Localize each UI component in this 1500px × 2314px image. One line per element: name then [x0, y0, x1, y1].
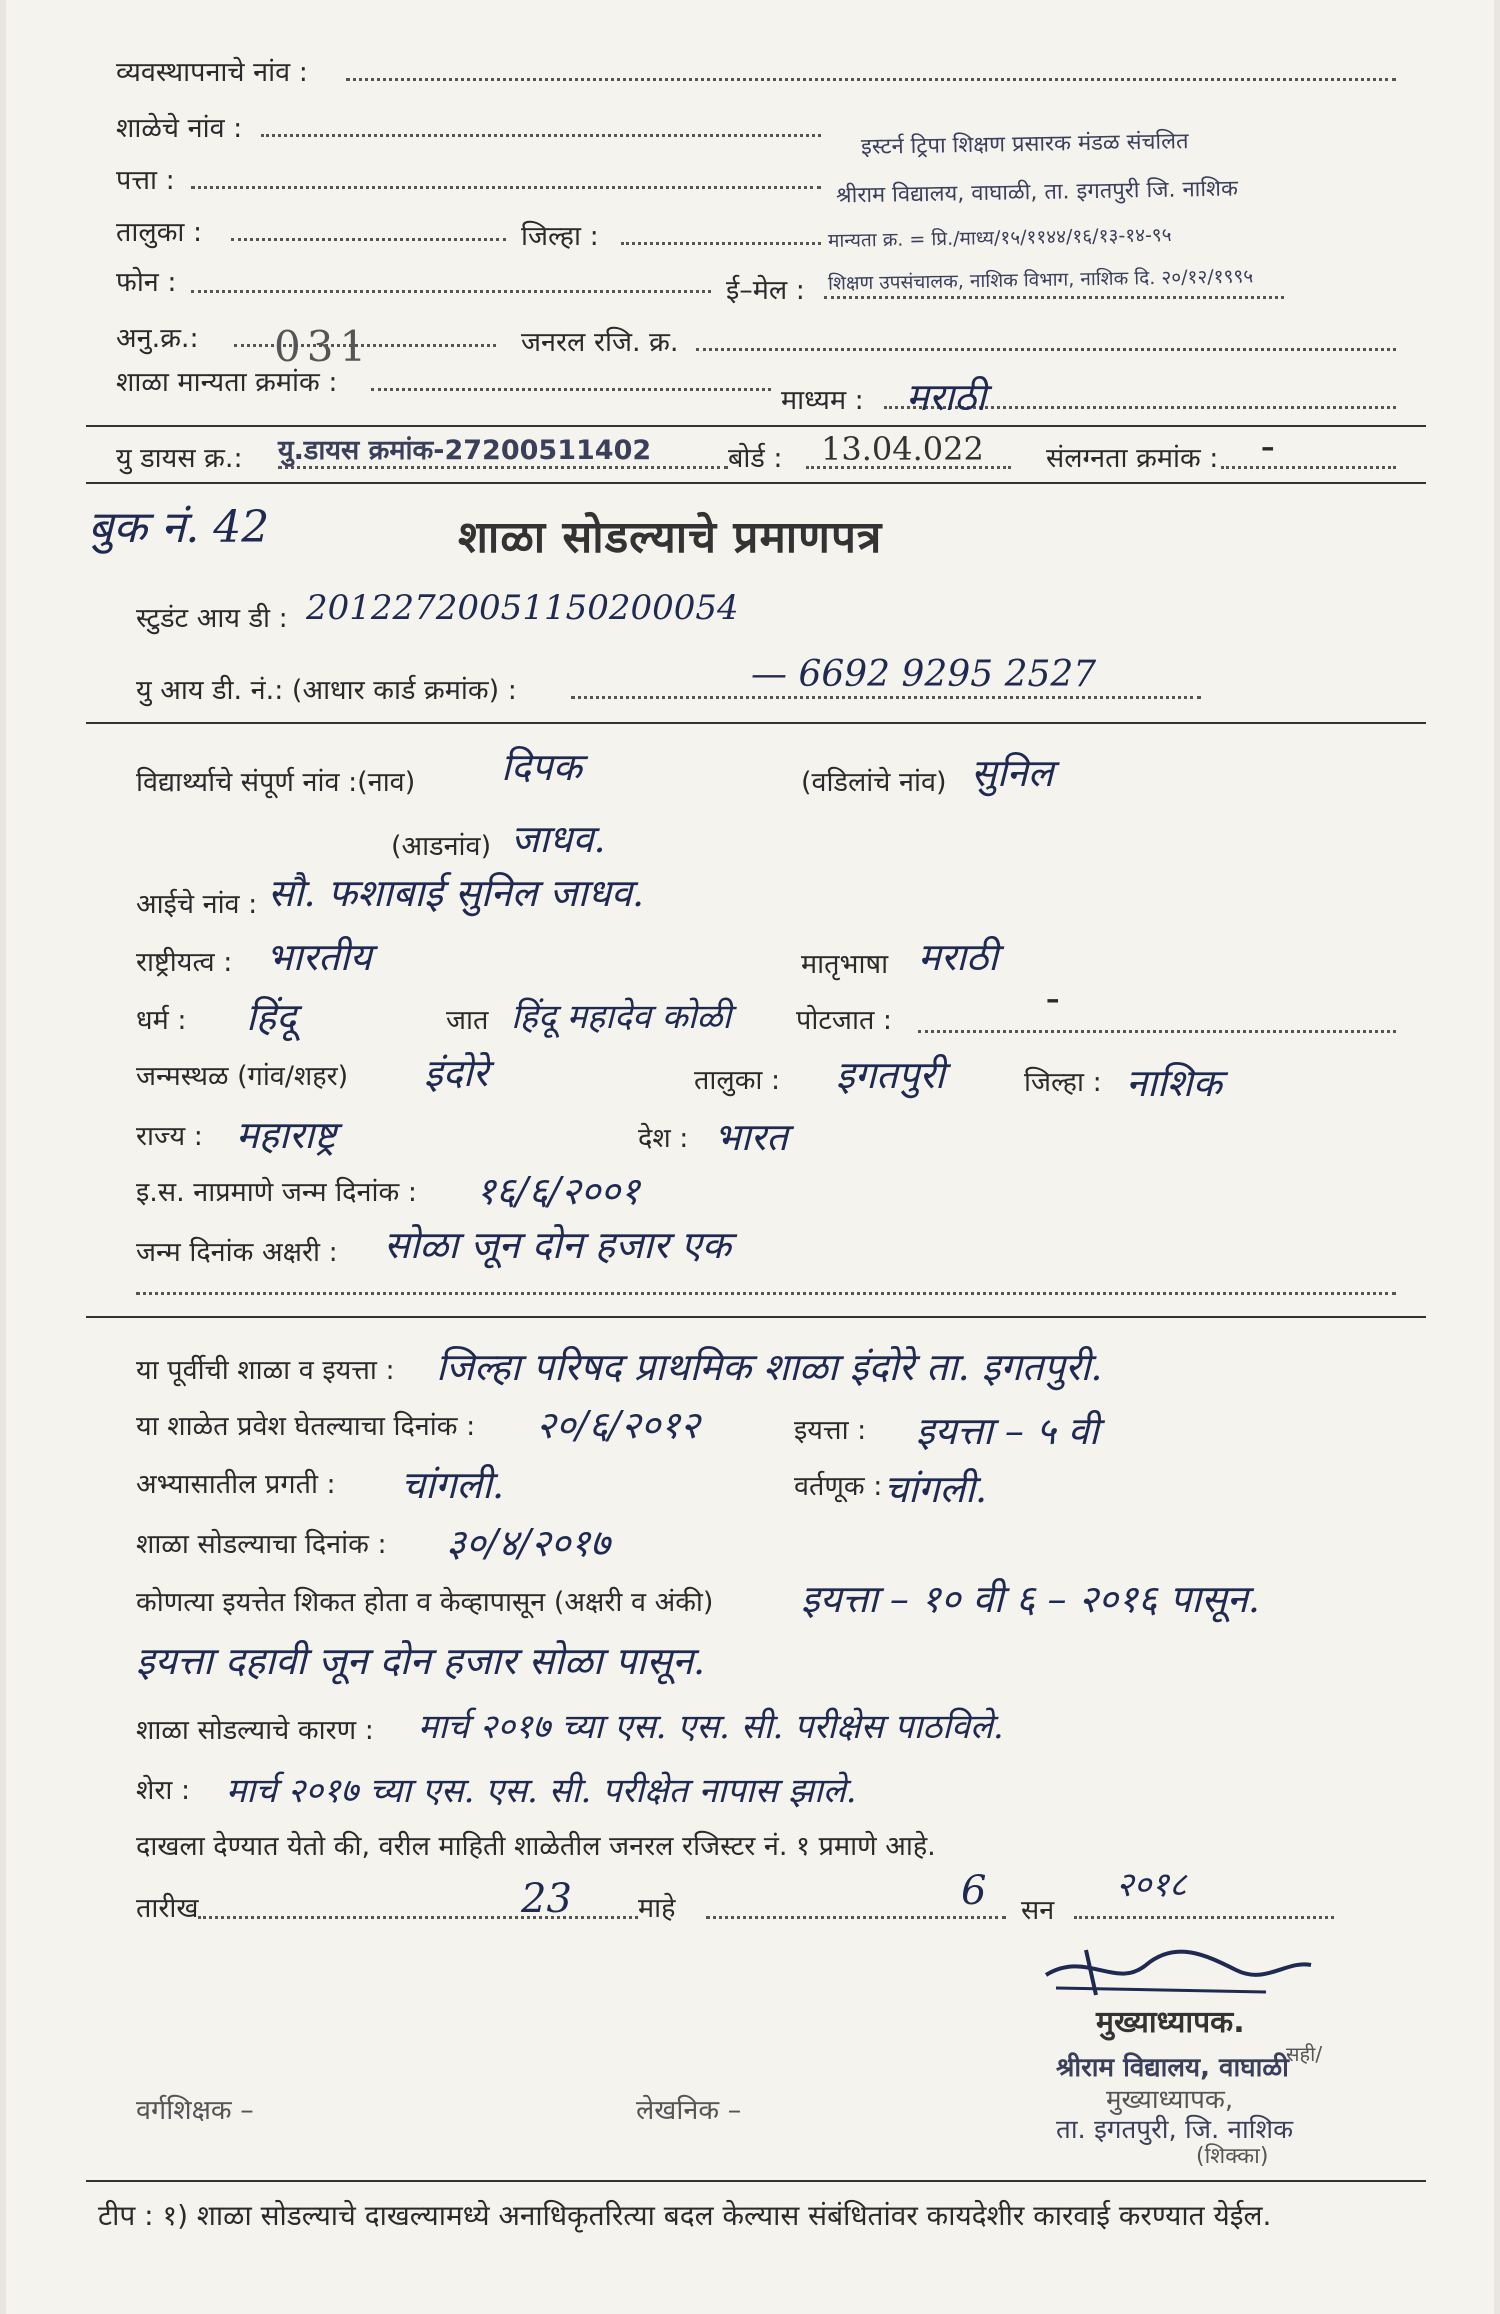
dob-words-line-2 [136, 1292, 1396, 1295]
affiliation-label: संलग्नता क्रमांक : [1046, 443, 1219, 474]
month-line [706, 1916, 1006, 1919]
email-line [824, 296, 1284, 299]
uid-line [571, 696, 1201, 699]
religion-label: धर्म : [136, 1005, 187, 1036]
clerk-label: लेखनिक – [636, 2095, 742, 2126]
previous-school-value: जिल्हा परिषद प्राथमिक शाळा इंदोरे ता. इगतपुरी. [436, 1345, 1103, 1389]
taluka-label: तालुका : [116, 217, 203, 248]
school-line [261, 134, 821, 137]
class-teacher-label: वर्गशिक्षक – [136, 2095, 254, 2126]
school-label: शाळेचे नांव : [116, 113, 243, 144]
sahi-label: सही/ [1286, 2042, 1323, 2066]
name-value: दिपक [501, 745, 582, 789]
previous-school-label: या पूर्वीची शाळा व इयत्ता : [136, 1355, 395, 1386]
student-divider [86, 1316, 1426, 1318]
caste-label: जात [446, 1005, 489, 1036]
dob-words-label: जन्म दिनांक अक्षरी : [136, 1237, 338, 1268]
general-reg-label: जनरल रजि. क्र. [521, 327, 679, 358]
affiliation-line [1221, 466, 1396, 469]
seal-line-1: श्रीराम विद्यालय, वाघाळी [1056, 2053, 1289, 2083]
phone-line [191, 290, 711, 293]
father-label: (वडिलांचे नांव) [801, 767, 947, 798]
stamp-line-1: इस्टर्न ट्रिपा शिक्षण प्रसारक मंडळ संचलित [860, 129, 1189, 160]
footer-note: टीप : १) शाळा सोडल्याचे दाखल्यामध्ये अनाधिकृतरित्या बदल केल्यास संबंधितांवर कायदेशीर कारवाई करण्यात येईल. [98, 2199, 1272, 2232]
footer-divider [86, 2180, 1426, 2182]
id-divider [86, 722, 1426, 724]
seal-line-2: मुख्याध्यापक, [1106, 2085, 1234, 2115]
certificate-sheet [6, 0, 1494, 2314]
district-label-2: जिल्हा : [1024, 1067, 1102, 1098]
month-value: 6 [961, 1868, 987, 1914]
management-line [346, 78, 1396, 81]
reason-value: मार्च २०१७ च्या एस. एस. सी. परीक्षेस पाठविले. [418, 1707, 1004, 1747]
book-number: बुक नं. 42 [88, 502, 270, 553]
surname-label: (आडनांव) [391, 831, 492, 862]
medium-value: मराठी [906, 375, 987, 419]
leaving-date-label: शाळा सोडल्याचा दिनांक : [136, 1529, 387, 1560]
taluka-line [231, 238, 506, 241]
affiliation-value: – [1261, 432, 1275, 463]
phone-label: फोन : [116, 267, 177, 298]
surname-value: जाधव. [511, 817, 606, 861]
year-label: सन [1021, 1895, 1055, 1926]
birthplace-label: जन्मस्थळ (गांव/शहर) [136, 1061, 349, 1092]
progress-label: अभ्यासातील प्रगती : [136, 1469, 336, 1500]
district-label: जिल्हा : [521, 221, 599, 252]
serial-value: 031 [274, 322, 373, 371]
religion-value: हिंदू [246, 995, 297, 1039]
udise-label: यु डायस क्र.: [116, 443, 243, 474]
seal-line-3: ता. इगतपुरी, जि. नाशिक [1056, 2115, 1294, 2145]
district-value: नाशिक [1126, 1061, 1222, 1105]
studying-value: इयत्ता – १० वी ६ – २०१६ पासून. [801, 1577, 1260, 1621]
country-label: देश : [638, 1123, 689, 1154]
dob-value: १६/६/२००१ [476, 1169, 640, 1213]
admission-label: या शाळेत प्रवेश घेतल्याचा दिनांक : [136, 1411, 476, 1442]
declaration-text: दाखला देण्यात येतो की, वरील माहिती शाळेतील जनरल रजिस्टर नं. १ प्रमाणे आहे. [136, 1831, 936, 1862]
mother-tongue-label: मातृभाषा [801, 949, 889, 980]
date-line [198, 1916, 638, 1919]
address-line [191, 186, 821, 189]
board-value: 13.04.022 [821, 430, 984, 468]
birthplace-value: इंदोरे [424, 1051, 489, 1095]
uid-label: यु आय डी. नं.: (आधार कार्ड क्रमांक) : [136, 675, 517, 706]
udise-divider [86, 482, 1426, 484]
month-label: माहे [638, 1893, 676, 1924]
remark-value: मार्च २०१७ च्या एस. एस. सी. परीक्षेत नापास झाले. [226, 1771, 857, 1811]
father-value: सुनिल [971, 751, 1054, 795]
serial-label: अनु.क्र.: [116, 323, 199, 354]
std-value: इयत्ता – ५ वी [916, 1409, 1099, 1453]
general-reg-line [696, 348, 1396, 351]
seal-line-4: (शिक्का) [1196, 2144, 1269, 2169]
date-value: 23 [521, 1876, 572, 1922]
dob-label: इ.स. नाप्रमाणे जन्म दिनांक : [136, 1177, 417, 1208]
date-label: तारीख [136, 1893, 199, 1924]
stamp-line-2: श्रीराम विद्यालय, वाघाळी, ता. इगतपुरी जि. नाशिक [835, 176, 1239, 209]
student-id-value: 20122720051150200054 [306, 588, 739, 628]
studying-label: कोणत्या इयत्तेत शिकत होता व केव्हापासून (अक्षरी व अंकी) [136, 1587, 714, 1618]
recognition-line [371, 388, 771, 391]
fullname-label: विद्यार्थ्याचे संपूर्ण नांव :(नाव) [136, 767, 416, 798]
subcaste-line [918, 1030, 1396, 1033]
admission-value: २०/६/२०१२ [536, 1403, 700, 1447]
certificate-title: शाळा सोडल्याचे प्रमाणपत्र [458, 512, 883, 563]
taluka-value: इगतपुरी [836, 1053, 945, 1097]
reason-label: शाळा सोडल्याचे कारण : [136, 1715, 374, 1746]
udise-line [278, 466, 728, 469]
subcaste-value: – [1046, 984, 1060, 1015]
recognition-label: शाळा मान्यता क्रमांक : [116, 367, 338, 398]
uid-value: — 6692 9295 2527 [751, 654, 1097, 695]
state-value: महाराष्ट्र [236, 1113, 337, 1157]
state-label: राज्य : [136, 1121, 203, 1152]
conduct-label: वर्तणूक : [794, 1471, 883, 1502]
udise-value: यु.डायस क्रमांक-27200511402 [278, 435, 652, 466]
address-label: पत्ता : [116, 165, 175, 196]
mother-tongue-value: मराठी [918, 935, 999, 979]
student-id-label: स्टुडंट आय डी : [136, 603, 288, 634]
headmaster-label: मुख्याध्यापक. [1096, 2005, 1245, 2040]
board-label: बोर्ड : [728, 443, 783, 474]
conduct-value: चांगली. [884, 1467, 988, 1511]
email-label: ई–मेल : [726, 275, 805, 306]
board-line [806, 466, 1011, 469]
stamp-line-4: शिक्षण उपसंचालक, नाशिक विभाग, नाशिक दि. २०/१२/१९९५ [827, 265, 1254, 295]
subcaste-label: पोटजात : [796, 1005, 893, 1036]
dob-words-value: सोळा जून दोन हजार एक [384, 1223, 731, 1267]
taluka-label-2: तालुका : [694, 1065, 781, 1096]
year-value: २०१८ [1116, 1865, 1187, 1905]
year-line [1074, 1916, 1334, 1919]
caste-value: हिंदू महादेव कोळी [511, 997, 732, 1037]
leaving-date-value: ३०/४/२०१७ [446, 1521, 610, 1565]
mother-label: आईचे नांव : [136, 889, 258, 920]
stamp-line-3: मान्यता क्र. = प्रि./माध्य/१५/११४४/१६/१३-१४-९५ [827, 224, 1172, 252]
district-line [621, 242, 821, 245]
country-value: भारत [714, 1115, 788, 1159]
nationality-label: राष्ट्रीयत्व : [136, 947, 233, 978]
mother-value: सौ. फशाबाई सुनिल जाधव. [268, 871, 645, 915]
std-label: इयत्ता : [794, 1415, 867, 1446]
studying-words: इयत्ता दहावी जून दोन हजार सोळा पासून. [136, 1639, 706, 1683]
remark-label: शेरा : [136, 1775, 191, 1806]
nationality-value: भारतीय [266, 935, 372, 979]
header-divider [86, 425, 1426, 427]
management-label: व्यवस्थापनाचे नांव : [116, 57, 308, 88]
headmaster-signature [1026, 1930, 1326, 2010]
medium-label: माध्यम : [781, 385, 864, 416]
progress-value: चांगली. [401, 1463, 505, 1507]
